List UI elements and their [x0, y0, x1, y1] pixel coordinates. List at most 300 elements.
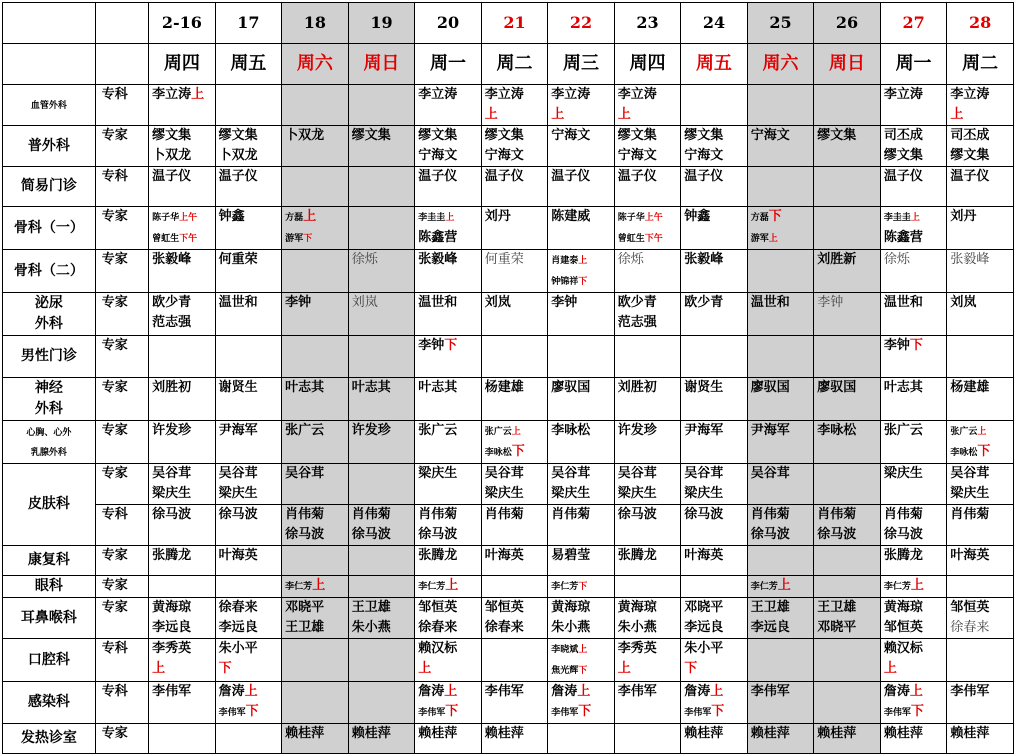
doctor-name: 李立涛 — [551, 87, 591, 102]
doctor-name: 李圭圭 — [883, 213, 911, 223]
doctor-cell — [548, 546, 615, 576]
department-cell — [3, 167, 96, 207]
doctor-name: 许发珍 — [351, 423, 391, 438]
doctor-name: 吴谷茸 — [750, 466, 790, 481]
doctor-cell — [215, 167, 282, 207]
doctor-name: 李晓斌 — [551, 645, 579, 655]
doctor-name: 李立涛 — [418, 87, 458, 102]
doctor-cell — [814, 576, 881, 598]
doctor-cell — [814, 85, 881, 126]
type-cell: 专家 — [95, 250, 148, 293]
doctor-cell — [282, 546, 349, 576]
doctor-cell — [947, 639, 1014, 682]
doctor-cell — [814, 421, 881, 464]
doctor-cell — [880, 639, 947, 682]
type-cell: 专家 — [95, 598, 148, 639]
doctor-name: 吴谷茸 — [152, 466, 192, 481]
doctor-cell — [880, 167, 947, 207]
doctor-name: 卜双龙 — [285, 128, 325, 143]
doctor-name: 钟鑫 — [218, 209, 245, 224]
doctor-name: 廖驭国 — [551, 380, 591, 395]
doctor-name: 温子仪 — [484, 169, 524, 184]
doctor-name: 李远良 — [684, 620, 724, 635]
doctor-cell — [614, 85, 681, 126]
doctor-name: 缪文集 — [684, 128, 724, 143]
type-cell: 专家 — [95, 576, 148, 598]
doctor-name: 尹海军 — [684, 423, 724, 438]
doctor-name: 刘岚 — [950, 295, 977, 310]
doctor-name: 缪文集 — [883, 148, 923, 163]
doctor-name: 徐烁 — [351, 252, 378, 267]
doctor-cell — [415, 639, 482, 682]
doctor-name: 叶志其 — [883, 380, 923, 395]
doctor-name: 刘岚 — [484, 295, 511, 310]
doctor-cell — [681, 167, 748, 207]
schedule-row — [3, 505, 1014, 546]
doctor-cell — [614, 576, 681, 598]
session-mark: 下 — [684, 661, 698, 676]
doctor-cell — [149, 336, 216, 378]
doctor-name: 詹涛 — [418, 684, 445, 699]
doctor-name: 曾虹生 — [152, 234, 180, 244]
department-cell — [3, 464, 96, 546]
schedule-row — [3, 126, 1014, 167]
session-mark: 上 — [768, 234, 778, 244]
doctor-name: 邓晓平 — [817, 620, 857, 635]
doctor-cell — [348, 378, 415, 421]
doctor-name: 游军 — [750, 234, 769, 244]
doctor-cell — [814, 546, 881, 576]
schedule-table — [2, 2, 1014, 754]
session-mark: 下 — [444, 338, 458, 353]
doctor-cell — [415, 505, 482, 546]
doctor-name: 钟鑫 — [684, 209, 711, 224]
doctor-name: 司丕成 — [950, 128, 990, 143]
doctor-cell — [814, 724, 881, 754]
department-cell — [3, 421, 96, 464]
date-cell: 19 — [348, 3, 415, 44]
doctor-cell — [947, 378, 1014, 421]
doctor-name: 尹海军 — [750, 423, 790, 438]
doctor-name: 温子仪 — [617, 169, 657, 184]
doctor-cell — [282, 682, 349, 724]
doctor-name: 张广云 — [950, 427, 978, 437]
doctor-name: 谢贤生 — [684, 380, 724, 395]
doctor-name: 赖桂萍 — [883, 726, 923, 741]
doctor-name: 肖建泰 — [551, 256, 579, 266]
doctor-cell — [149, 167, 216, 207]
doctor-name: 朱小燕 — [551, 620, 591, 635]
doctor-name: 黄海琼 — [883, 600, 923, 615]
doctor-name: 梁庆生 — [617, 486, 657, 501]
doctor-cell — [614, 293, 681, 336]
doctor-name: 欧少青 — [152, 295, 192, 310]
doctor-cell — [681, 639, 748, 682]
date-cell: 26 — [814, 3, 881, 44]
session-mark: 上 — [578, 256, 588, 266]
doctor-name: 李咏松 — [484, 448, 512, 458]
doctor-cell — [614, 126, 681, 167]
schedule-row — [3, 293, 1014, 336]
doctor-name: 温世和 — [218, 295, 258, 310]
doctor-name: 王卫雄 — [351, 600, 391, 615]
doctor-name: 梁庆生 — [684, 486, 724, 501]
doctor-cell — [681, 421, 748, 464]
session-mark: 下 — [768, 209, 782, 224]
doctor-cell — [348, 724, 415, 754]
doctor-cell — [415, 336, 482, 378]
doctor-cell — [548, 207, 615, 250]
doctor-cell — [814, 464, 881, 505]
session-mark: 下 — [910, 704, 924, 719]
doctor-cell — [614, 639, 681, 682]
doctor-cell — [880, 546, 947, 576]
session-mark: 下 — [578, 666, 588, 676]
doctor-cell — [814, 598, 881, 639]
doctor-cell — [814, 505, 881, 546]
date-cell: 21 — [481, 3, 548, 44]
doctor-name: 陈建威 — [551, 209, 591, 224]
session-mark: 下午 — [179, 234, 198, 244]
doctor-cell — [149, 421, 216, 464]
doctor-name: 张腾龙 — [152, 548, 192, 563]
session-mark: 上午 — [179, 213, 198, 223]
doctor-name: 徐春来 — [418, 620, 458, 635]
doctor-name: 詹涛 — [218, 684, 245, 699]
weekday-cell: 周一 — [415, 44, 482, 85]
department-label: 骨科（二） — [13, 262, 84, 279]
doctor-cell — [947, 336, 1014, 378]
doctor-name: 李钟 — [551, 295, 578, 310]
doctor-name: 刘丹 — [484, 209, 511, 224]
doctor-name: 谢贤生 — [218, 380, 258, 395]
department-label: 骨科（一） — [13, 219, 84, 236]
doctor-name: 张腾龙 — [418, 548, 458, 563]
department-cell — [3, 598, 96, 639]
doctor-cell — [215, 464, 282, 505]
doctor-name: 缪文集 — [152, 128, 192, 143]
doctor-name: 李伟军 — [684, 708, 712, 718]
doctor-cell — [215, 207, 282, 250]
doctor-cell — [481, 576, 548, 598]
doctor-cell — [947, 505, 1014, 546]
type-cell: 专科 — [95, 505, 148, 546]
doctor-name: 温子仪 — [950, 169, 990, 184]
doctor-cell — [282, 378, 349, 421]
doctor-name: 李仁芳 — [551, 582, 579, 592]
doctor-name: 李远良 — [152, 620, 192, 635]
doctor-cell — [215, 598, 282, 639]
doctor-name: 王卫雄 — [285, 620, 325, 635]
doctor-cell — [149, 639, 216, 682]
doctor-name: 梁庆生 — [152, 486, 192, 501]
doctor-name: 赖桂萍 — [484, 726, 524, 741]
doctor-cell — [747, 464, 814, 505]
doctor-cell — [747, 250, 814, 293]
date-cell: 2-16 — [149, 3, 216, 44]
doctor-cell — [481, 639, 548, 682]
session-mark: 上 — [444, 684, 458, 699]
type-cell: 专家 — [95, 464, 148, 505]
department-label: 眼科 — [34, 578, 63, 594]
doctor-name: 张毅峰 — [418, 252, 458, 267]
doctor-name: 吴谷茸 — [551, 466, 591, 481]
doctor-cell — [681, 598, 748, 639]
doctor-name: 李伟军 — [218, 708, 246, 718]
doctor-cell — [415, 293, 482, 336]
doctor-name: 徐马波 — [418, 527, 458, 542]
date-cell: 23 — [614, 3, 681, 44]
doctor-name: 吴谷茸 — [684, 466, 724, 481]
doctor-cell — [681, 250, 748, 293]
doctor-name: 肖伟菊 — [285, 507, 325, 522]
department-label: 心胸、心外 乳腺外科 — [26, 428, 72, 458]
doctor-cell — [348, 167, 415, 207]
doctor-name: 陈子华 — [617, 213, 645, 223]
doctor-name: 王卫雄 — [817, 600, 857, 615]
doctor-name: 李伟军 — [950, 684, 990, 699]
doctor-cell — [947, 598, 1014, 639]
doctor-name: 范志强 — [617, 315, 657, 330]
doctor-cell — [282, 126, 349, 167]
date-cell: 25 — [747, 3, 814, 44]
doctor-name: 李伟军 — [551, 708, 579, 718]
doctor-name: 叶志其 — [418, 380, 458, 395]
department-cell — [3, 250, 96, 293]
schedule-row — [3, 85, 1014, 126]
type-cell: 专家 — [95, 724, 148, 754]
doctor-name: 梁庆生 — [218, 486, 258, 501]
session-mark: 上 — [577, 684, 591, 699]
doctor-name: 温子仪 — [883, 169, 923, 184]
doctor-name: 何重荣 — [218, 252, 258, 267]
doctor-cell — [149, 126, 216, 167]
doctor-name: 赖汉标 — [418, 641, 458, 656]
doctor-name: 李钟 — [418, 338, 445, 353]
doctor-cell — [548, 378, 615, 421]
corner-cell — [95, 3, 148, 44]
weekday-cell: 周日 — [814, 44, 881, 85]
doctor-cell — [215, 378, 282, 421]
doctor-name: 吴谷茸 — [484, 466, 524, 481]
doctor-cell — [548, 250, 615, 293]
doctor-name: 朱小燕 — [617, 620, 657, 635]
doctor-name: 陈子华 — [152, 213, 180, 223]
doctor-name: 吴谷茸 — [950, 466, 990, 481]
doctor-cell — [880, 207, 947, 250]
department-cell — [3, 682, 96, 724]
doctor-name: 梁庆生 — [551, 486, 591, 501]
doctor-name: 欧少青 — [617, 295, 657, 310]
doctor-cell — [348, 421, 415, 464]
department-cell — [3, 85, 96, 126]
doctor-cell — [481, 293, 548, 336]
type-cell: 专科 — [95, 639, 148, 682]
department-cell — [3, 639, 96, 682]
doctor-cell — [215, 421, 282, 464]
doctor-name: 李伟军 — [418, 708, 446, 718]
doctor-name: 李仁芳 — [285, 582, 313, 592]
schedule-row — [3, 167, 1014, 207]
doctor-name: 卜双龙 — [152, 148, 192, 163]
session-mark: 上 — [909, 684, 923, 699]
doctor-name: 邹恒英 — [883, 620, 923, 635]
doctor-name: 黄海琼 — [152, 600, 192, 615]
doctor-name: 徐春来 — [484, 620, 524, 635]
doctor-name: 温子仪 — [684, 169, 724, 184]
session-mark: 上 — [617, 661, 631, 676]
doctor-cell — [947, 464, 1014, 505]
doctor-cell — [282, 505, 349, 546]
doctor-cell — [348, 250, 415, 293]
type-cell: 专家 — [95, 126, 148, 167]
doctor-name: 游军 — [285, 234, 304, 244]
schedule-row — [3, 250, 1014, 293]
doctor-cell — [149, 207, 216, 250]
doctor-cell — [947, 546, 1014, 576]
session-mark: 上 — [445, 213, 455, 223]
doctor-cell — [947, 85, 1014, 126]
department-cell — [3, 207, 96, 250]
doctor-name: 何重荣 — [484, 252, 524, 267]
department-cell — [3, 336, 96, 378]
session-mark: 下 — [511, 444, 525, 459]
doctor-name: 张广云 — [418, 423, 458, 438]
doctor-cell — [548, 639, 615, 682]
doctor-cell — [880, 598, 947, 639]
doctor-cell — [814, 207, 881, 250]
doctor-cell — [814, 336, 881, 378]
doctor-cell — [548, 682, 615, 724]
date-cell: 27 — [880, 3, 947, 44]
doctor-name: 温子仪 — [418, 169, 458, 184]
doctor-name: 肖伟菊 — [817, 507, 857, 522]
department-label: 发热诊室 — [20, 730, 77, 746]
department-label: 普外科 — [27, 137, 70, 154]
doctor-name: 李伟军 — [152, 684, 192, 699]
doctor-cell — [681, 85, 748, 126]
session-mark: 下 — [909, 338, 923, 353]
doctor-cell — [282, 167, 349, 207]
session-mark: 上 — [617, 107, 631, 122]
doctor-name: 李远良 — [750, 620, 790, 635]
doctor-name: 张广云 — [484, 427, 512, 437]
doctor-name: 李伟军 — [617, 684, 657, 699]
doctor-cell — [747, 421, 814, 464]
doctor-name: 缪文集 — [484, 128, 524, 143]
session-mark: 上 — [910, 213, 920, 223]
doctor-name: 李秀英 — [152, 641, 192, 656]
doctor-cell — [681, 464, 748, 505]
doctor-name: 王卫雄 — [750, 600, 790, 615]
doctor-name: 刘胜新 — [817, 252, 857, 267]
doctor-name: 李伟军 — [750, 684, 790, 699]
doctor-cell — [614, 505, 681, 546]
doctor-name: 张毅峰 — [684, 252, 724, 267]
weekday-cell: 周五 — [215, 44, 282, 85]
department-label: 神经 外科 — [34, 380, 63, 417]
doctor-name: 李咏松 — [551, 423, 591, 438]
doctor-cell — [880, 378, 947, 421]
doctor-name: 缪文集 — [351, 128, 391, 143]
department-label: 皮肤科 — [27, 496, 70, 512]
doctor-name: 李圭圭 — [418, 213, 446, 223]
doctor-cell — [215, 639, 282, 682]
doctor-name: 黄海琼 — [551, 600, 591, 615]
doctor-name: 宁海文 — [617, 148, 657, 163]
doctor-name: 邓晓平 — [285, 600, 325, 615]
doctor-name: 詹涛 — [883, 684, 910, 699]
corner-cell — [3, 3, 96, 44]
weekday-cell: 周日 — [348, 44, 415, 85]
doctor-cell — [747, 576, 814, 598]
doctor-name: 曾虹生 — [617, 234, 645, 244]
doctor-cell — [149, 85, 216, 126]
doctor-name: 叶海英 — [484, 548, 524, 563]
doctor-cell — [681, 378, 748, 421]
doctor-name: 詹涛 — [684, 684, 711, 699]
doctor-cell — [415, 378, 482, 421]
doctor-name: 陈鑫营 — [883, 230, 923, 245]
schedule-row — [3, 336, 1014, 378]
session-mark: 下 — [218, 661, 232, 676]
doctor-name: 邹恒英 — [484, 600, 524, 615]
doctor-cell — [814, 293, 881, 336]
doctor-name: 刘丹 — [950, 209, 977, 224]
doctor-cell — [282, 421, 349, 464]
doctor-cell — [681, 293, 748, 336]
corner-cell — [95, 44, 148, 85]
doctor-cell — [747, 546, 814, 576]
weekday-cell: 周二 — [947, 44, 1014, 85]
doctor-cell — [415, 250, 482, 293]
doctor-cell — [282, 724, 349, 754]
department-cell — [3, 378, 96, 421]
doctor-cell — [681, 505, 748, 546]
doctor-cell — [282, 639, 349, 682]
doctor-cell — [348, 85, 415, 126]
doctor-cell — [481, 464, 548, 505]
doctor-cell — [149, 250, 216, 293]
doctor-name: 温世和 — [750, 295, 790, 310]
doctor-cell — [747, 378, 814, 421]
doctor-name: 李立涛 — [484, 87, 524, 102]
doctor-name: 肖伟菊 — [950, 507, 990, 522]
doctor-name: 吴谷茸 — [218, 466, 258, 481]
doctor-cell — [415, 682, 482, 724]
session-mark: 上午 — [644, 213, 663, 223]
doctor-name: 李立涛 — [950, 87, 990, 102]
doctor-cell — [947, 126, 1014, 167]
session-mark: 下 — [445, 704, 459, 719]
doctor-name: 肖伟菊 — [883, 507, 923, 522]
doctor-cell — [880, 421, 947, 464]
doctor-name: 徐马波 — [817, 527, 857, 542]
department-cell — [3, 546, 96, 576]
doctor-name: 李立涛 — [883, 87, 923, 102]
doctor-name: 徐马波 — [152, 507, 192, 522]
doctor-cell — [614, 207, 681, 250]
doctor-name: 宁海文 — [684, 148, 724, 163]
doctor-cell — [215, 682, 282, 724]
doctor-name: 钟锦祥 — [551, 277, 579, 287]
doctor-cell — [681, 207, 748, 250]
department-label: 泌尿 外科 — [34, 295, 63, 332]
doctor-name: 朱小平 — [684, 641, 724, 656]
doctor-cell — [681, 546, 748, 576]
doctor-name: 温世和 — [418, 295, 458, 310]
session-mark: 下 — [578, 277, 588, 287]
